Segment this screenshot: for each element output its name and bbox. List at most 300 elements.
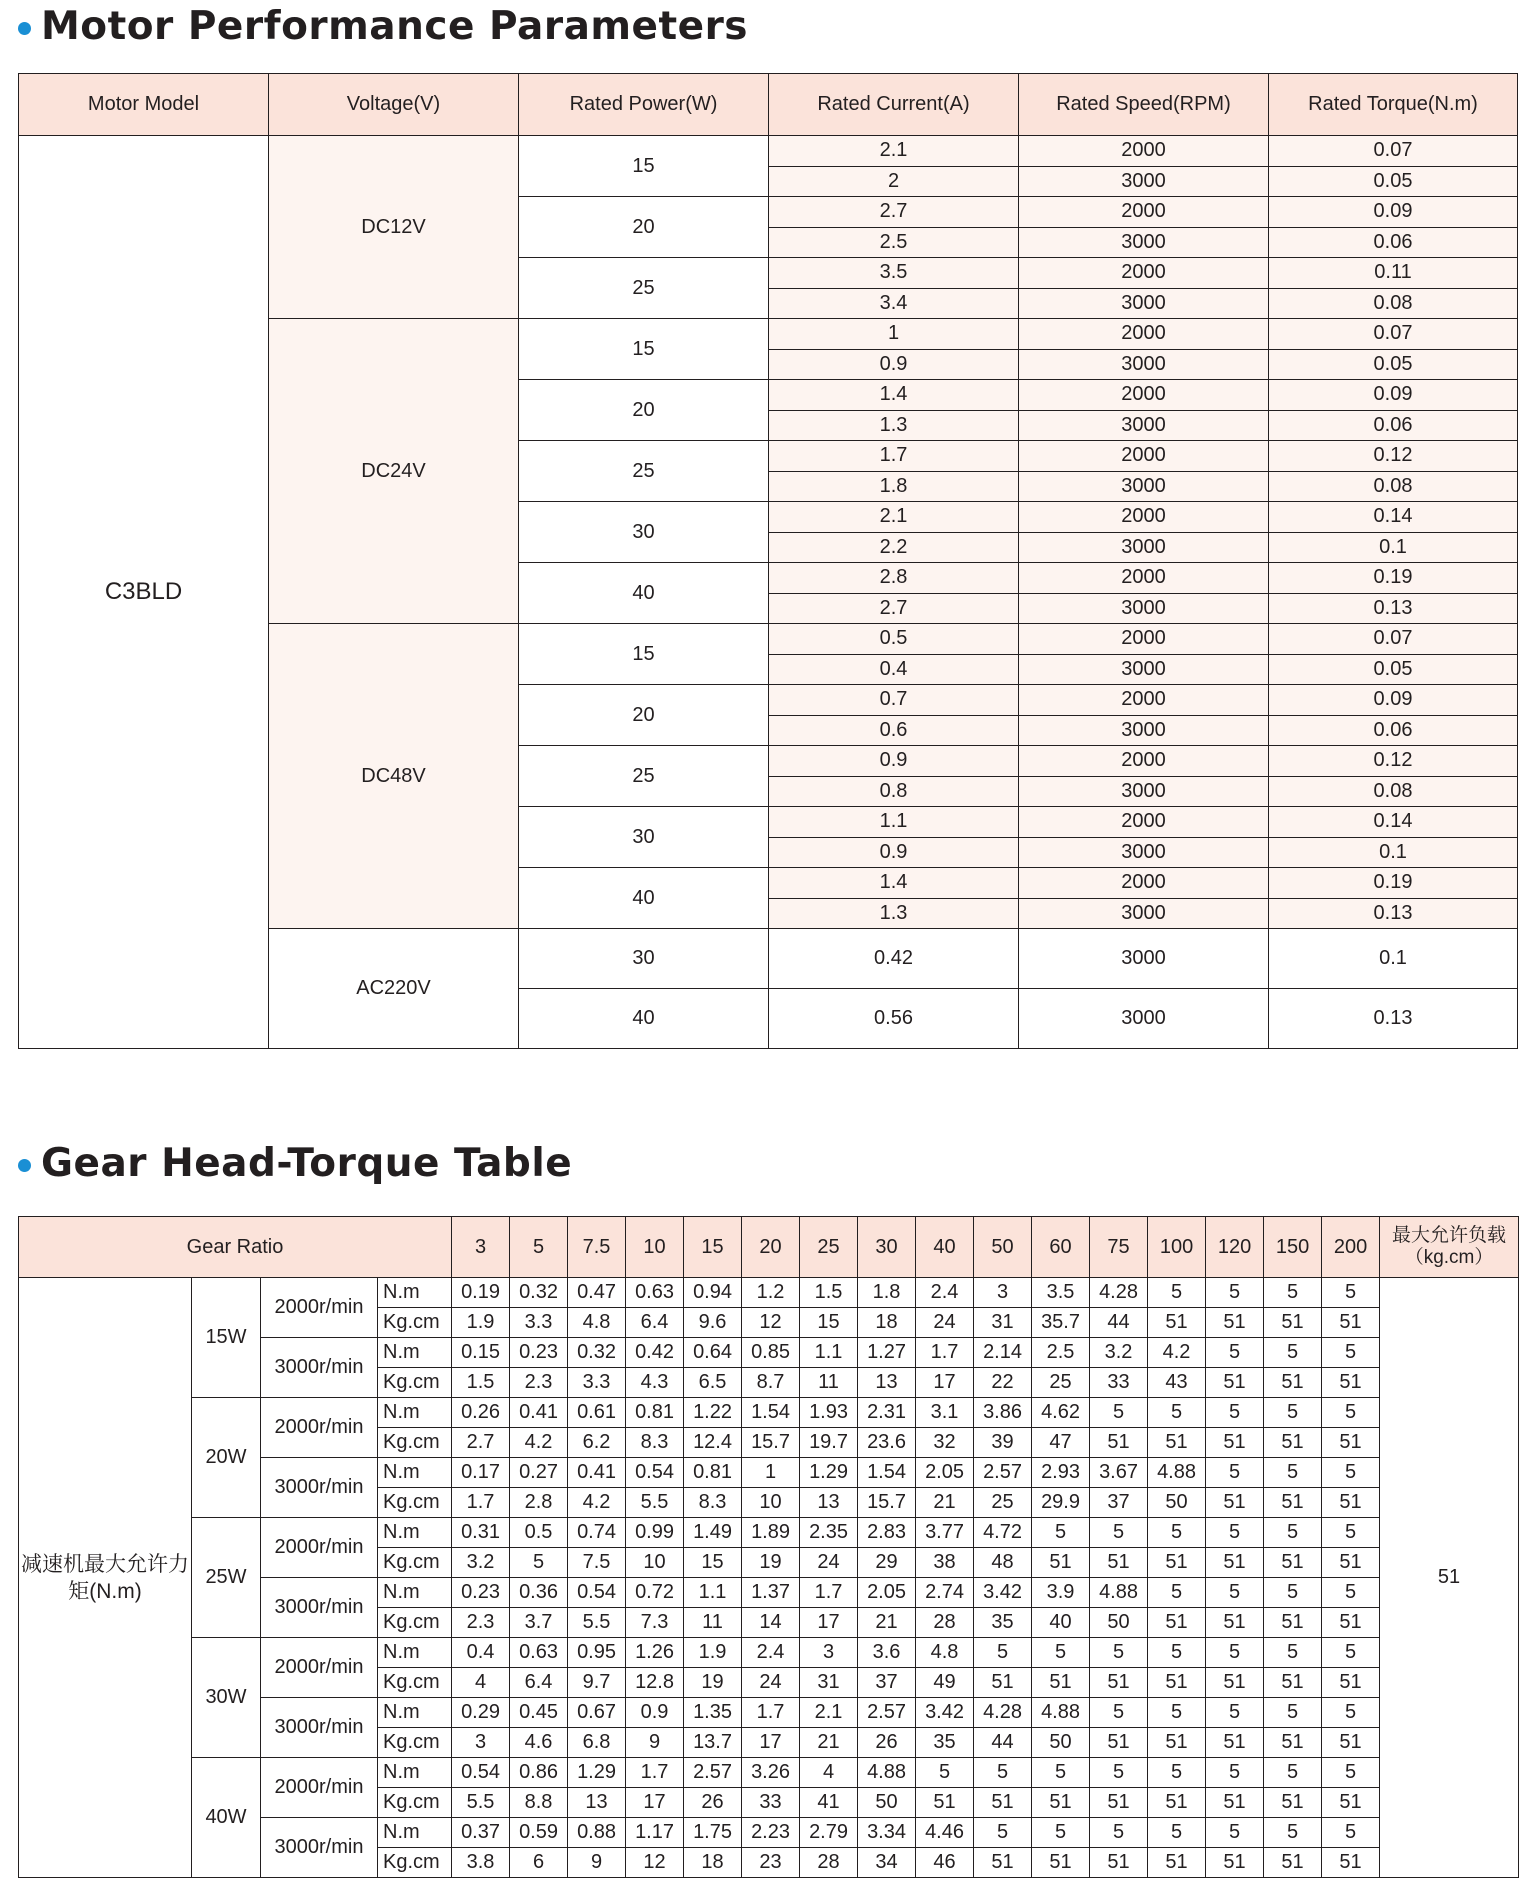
torque-value-cell: 51 [1264,1728,1322,1758]
torque-value-cell: 5 [1148,1578,1206,1608]
header-cell: Rated Speed(RPM) [1019,74,1269,136]
voltage-cell: DC24V [269,319,519,624]
gear-ratio-value: 120 [1206,1217,1264,1278]
max-load-value: 51 [1380,1278,1519,1878]
torque-value-cell: 5 [1322,1818,1380,1848]
torque-value-cell: 1.7 [742,1698,800,1728]
torque-value-cell: 5 [1090,1398,1148,1428]
torque-value-cell: 0.15 [452,1338,510,1368]
unit-cell: Kg.cm [378,1488,452,1518]
rated-torque-cell: 0.09 [1269,685,1518,716]
gear-ratio-value: 10 [626,1217,684,1278]
torque-value-cell: 51 [1264,1848,1322,1878]
torque-value-cell: 0.88 [568,1818,626,1848]
unit-cell: Kg.cm [378,1728,452,1758]
torque-value-cell: 10 [626,1548,684,1578]
rated-speed-cell: 2000 [1019,197,1269,228]
max-torque-label: 减速机最大允许力矩(N.m) [19,1278,192,1878]
torque-value-cell: 1.2 [742,1278,800,1308]
torque-value-cell: 1.5 [452,1368,510,1398]
voltage-cell: AC220V [269,929,519,1049]
torque-value-cell: 50 [858,1788,916,1818]
unit-cell: N.m [378,1818,452,1848]
torque-value-cell: 13 [858,1368,916,1398]
torque-value-cell: 10 [742,1488,800,1518]
torque-value-cell: 50 [1032,1728,1090,1758]
rated-current-cell: 1.7 [769,441,1019,472]
torque-value-cell: 1.22 [684,1398,742,1428]
torque-value-cell: 3.42 [974,1578,1032,1608]
torque-value-cell: 5 [1264,1578,1322,1608]
torque-value-cell: 0.72 [626,1578,684,1608]
torque-value-cell: 1.37 [742,1578,800,1608]
header-row [19,74,1518,136]
rated-torque-cell: 0.06 [1269,227,1518,258]
speed-cell: 3000r/min [261,1818,378,1878]
torque-value-cell: 0.85 [742,1338,800,1368]
torque-value-cell: 4.6 [510,1728,568,1758]
gear-ratio-value: 40 [916,1217,974,1278]
rated-speed-cell: 3000 [1019,837,1269,868]
torque-value-cell: 5 [1090,1638,1148,1668]
torque-value-cell: 2.4 [916,1278,974,1308]
torque-value-cell: 51 [1148,1848,1206,1878]
rated-current-cell: 2.5 [769,227,1019,258]
rated-torque-cell: 0.05 [1269,166,1518,197]
speed-cell: 2000r/min [261,1758,378,1818]
torque-value-cell: 51 [1148,1428,1206,1458]
torque-value-cell: 5 [974,1758,1032,1788]
torque-value-cell: 0.61 [568,1398,626,1428]
rated-power-cell: 40 [519,563,769,624]
torque-value-cell: 0.47 [568,1278,626,1308]
torque-value-cell: 17 [626,1788,684,1818]
torque-value-cell: 35.7 [1032,1308,1090,1338]
torque-value-cell: 51 [1090,1788,1148,1818]
torque-value-cell: 17 [800,1608,858,1638]
rated-speed-cell: 3000 [1019,349,1269,380]
torque-value-cell: 44 [1090,1308,1148,1338]
header-cell: Motor Model [19,74,269,136]
torque-value-cell: 33 [742,1788,800,1818]
torque-value-cell: 51 [1322,1848,1380,1878]
rated-current-cell: 0.5 [769,624,1019,655]
torque-value-cell: 51 [1206,1428,1264,1458]
torque-value-cell: 5 [1322,1758,1380,1788]
torque-value-cell: 12 [626,1848,684,1878]
torque-value-cell: 28 [916,1608,974,1638]
torque-value-cell: 37 [1090,1488,1148,1518]
torque-value-cell: 4.28 [1090,1278,1148,1308]
rated-torque-cell: 0.06 [1269,410,1518,441]
torque-value-cell: 25 [1032,1368,1090,1398]
rated-current-cell: 0.9 [769,837,1019,868]
torque-value-cell: 5 [1090,1518,1148,1548]
torque-value-cell: 4.28 [974,1698,1032,1728]
torque-value-cell: 0.41 [510,1398,568,1428]
torque-value-cell: 18 [684,1848,742,1878]
unit-cell: Kg.cm [378,1668,452,1698]
unit-cell: N.m [378,1638,452,1668]
unit-cell: Kg.cm [378,1608,452,1638]
rated-torque-cell: 0.13 [1269,898,1518,929]
torque-value-cell: 50 [1090,1608,1148,1638]
torque-value-cell: 5 [1206,1398,1264,1428]
motor-power-cell: 15W [192,1278,261,1398]
rated-torque-cell: 0.12 [1269,746,1518,777]
motor-model-cell: C3BLD [19,136,269,1049]
torque-value-cell: 3.6 [858,1638,916,1668]
torque-value-cell: 1.7 [452,1488,510,1518]
gear-ratio-value: 30 [858,1217,916,1278]
torque-value-cell: 0.9 [626,1698,684,1728]
torque-value-cell: 5 [1032,1758,1090,1788]
torque-value-cell: 1.17 [626,1818,684,1848]
gear-ratio-value: 150 [1264,1217,1322,1278]
torque-value-cell: 50 [1148,1488,1206,1518]
torque-value-cell: 13.7 [684,1728,742,1758]
torque-value-cell: 1.7 [626,1758,684,1788]
torque-value-cell: 5 [1090,1818,1148,1848]
rated-torque-cell: 0.1 [1269,837,1518,868]
torque-value-cell: 0.64 [684,1338,742,1368]
torque-value-cell: 1.54 [742,1398,800,1428]
rated-torque-cell: 0.07 [1269,319,1518,350]
torque-value-cell: 9.6 [684,1308,742,1338]
unit-cell: N.m [378,1578,452,1608]
gear-ratio-value: 100 [1148,1217,1206,1278]
torque-value-cell: 0.23 [452,1578,510,1608]
torque-value-cell: 5 [1322,1458,1380,1488]
torque-value-cell: 21 [916,1488,974,1518]
torque-value-cell: 21 [800,1728,858,1758]
table-row [19,1518,1519,1548]
torque-value-cell: 1.1 [684,1578,742,1608]
unit-cell: Kg.cm [378,1308,452,1338]
torque-value-cell: 51 [1264,1608,1322,1638]
torque-value-cell: 0.67 [568,1698,626,1728]
torque-value-cell: 5 [1090,1758,1148,1788]
speed-cell: 3000r/min [261,1338,378,1398]
torque-value-cell: 39 [974,1428,1032,1458]
torque-value-cell: 5 [1264,1518,1322,1548]
torque-value-cell: 2.57 [684,1758,742,1788]
torque-value-cell: 0.95 [568,1638,626,1668]
torque-value-cell: 51 [1322,1428,1380,1458]
torque-value-cell: 51 [1264,1548,1322,1578]
rated-current-cell: 0.9 [769,349,1019,380]
torque-value-cell: 1.7 [916,1338,974,1368]
rated-power-cell: 25 [519,441,769,502]
torque-value-cell: 1.49 [684,1518,742,1548]
torque-value-cell: 51 [1264,1308,1322,1338]
rated-power-cell: 15 [519,136,769,197]
unit-cell: N.m [378,1758,452,1788]
torque-value-cell: 1.29 [568,1758,626,1788]
torque-value-cell: 6.4 [510,1668,568,1698]
torque-value-cell: 5 [1322,1278,1380,1308]
unit-cell: N.m [378,1698,452,1728]
torque-value-cell: 1.35 [684,1698,742,1728]
torque-value-cell: 48 [974,1548,1032,1578]
motor-power-cell: 40W [192,1758,261,1878]
torque-value-cell: 4.2 [1148,1338,1206,1368]
rated-current-cell: 0.7 [769,685,1019,716]
rated-current-cell: 1.8 [769,471,1019,502]
motor-power-cell: 30W [192,1638,261,1758]
torque-value-cell: 0.41 [568,1458,626,1488]
torque-value-cell: 0.54 [568,1578,626,1608]
motor-performance-table [18,73,1518,1049]
torque-value-cell: 1.26 [626,1638,684,1668]
torque-value-cell: 3.7 [510,1608,568,1638]
torque-value-cell: 4.72 [974,1518,1032,1548]
torque-value-cell: 0.54 [452,1758,510,1788]
torque-value-cell: 5 [1148,1278,1206,1308]
torque-value-cell: 5 [1264,1278,1322,1308]
rated-torque-cell: 0.14 [1269,502,1518,533]
rated-speed-cell: 2000 [1019,685,1269,716]
torque-value-cell: 4.88 [1032,1698,1090,1728]
torque-value-cell: 0.54 [626,1458,684,1488]
rated-speed-cell: 3000 [1019,288,1269,319]
torque-value-cell: 5 [916,1758,974,1788]
torque-value-cell: 19 [684,1668,742,1698]
torque-value-cell: 51 [1322,1608,1380,1638]
table-row [19,1758,1519,1788]
torque-value-cell: 7.3 [626,1608,684,1638]
torque-value-cell: 6.8 [568,1728,626,1758]
torque-value-cell: 5 [1206,1338,1264,1368]
gear-ratio-value: 200 [1322,1217,1380,1278]
torque-value-cell: 7.5 [568,1548,626,1578]
rated-torque-cell: 0.19 [1269,868,1518,899]
torque-value-cell: 8.7 [742,1368,800,1398]
gear-head-torque-table [18,1216,1519,1878]
torque-value-cell: 5 [1206,1638,1264,1668]
torque-value-cell: 5 [1206,1458,1264,1488]
rated-torque-cell: 0.19 [1269,563,1518,594]
torque-value-cell: 5 [974,1638,1032,1668]
torque-value-cell: 13 [568,1788,626,1818]
torque-value-cell: 15.7 [742,1428,800,1458]
gear-ratio-value: 75 [1090,1217,1148,1278]
torque-value-cell: 2.23 [742,1818,800,1848]
torque-value-cell: 51 [1206,1848,1264,1878]
torque-value-cell: 26 [684,1788,742,1818]
torque-value-cell: 44 [974,1728,1032,1758]
torque-value-cell: 6.5 [684,1368,742,1398]
torque-value-cell: 51 [974,1668,1032,1698]
torque-value-cell: 5.5 [626,1488,684,1518]
torque-value-cell: 3.42 [916,1698,974,1728]
torque-value-cell: 21 [858,1608,916,1638]
torque-value-cell: 29 [858,1548,916,1578]
torque-value-cell: 5 [510,1548,568,1578]
torque-value-cell: 12.8 [626,1668,684,1698]
rated-power-cell: 20 [519,380,769,441]
torque-value-cell: 0.36 [510,1578,568,1608]
speed-cell: 2000r/min [261,1518,378,1578]
torque-value-cell: 51 [1206,1728,1264,1758]
rated-current-cell: 1.4 [769,868,1019,899]
rated-speed-cell: 2000 [1019,563,1269,594]
torque-value-cell: 0.4 [452,1638,510,1668]
rated-speed-cell: 3000 [1019,654,1269,685]
torque-value-cell: 1.9 [684,1638,742,1668]
table-row [19,1638,1519,1668]
torque-value-cell: 4.88 [858,1758,916,1788]
torque-value-cell: 51 [1322,1308,1380,1338]
rated-current-cell: 2.1 [769,502,1019,533]
torque-value-cell: 15 [800,1308,858,1338]
torque-value-cell: 4.2 [568,1488,626,1518]
torque-value-cell: 51 [1032,1668,1090,1698]
torque-value-cell: 4.8 [916,1638,974,1668]
torque-value-cell: 0.99 [626,1518,684,1548]
torque-value-cell: 51 [1090,1668,1148,1698]
rated-torque-cell: 0.09 [1269,197,1518,228]
torque-value-cell: 8.3 [626,1428,684,1458]
torque-value-cell: 47 [1032,1428,1090,1458]
torque-value-cell: 11 [800,1368,858,1398]
rated-speed-cell: 2000 [1019,380,1269,411]
torque-value-cell: 5 [1032,1818,1090,1848]
rated-torque-cell: 0.07 [1269,624,1518,655]
torque-value-cell: 1.5 [800,1278,858,1308]
torque-value-cell: 51 [1148,1548,1206,1578]
rated-power-cell: 25 [519,746,769,807]
torque-value-cell: 2.5 [1032,1338,1090,1368]
torque-value-cell: 13 [800,1488,858,1518]
rated-speed-cell: 3000 [1019,989,1269,1049]
torque-value-cell: 51 [1148,1608,1206,1638]
torque-value-cell: 51 [1148,1728,1206,1758]
torque-value-cell: 51 [1322,1368,1380,1398]
unit-cell: Kg.cm [378,1548,452,1578]
torque-value-cell: 22 [974,1368,1032,1398]
rated-current-cell: 0.6 [769,715,1019,746]
torque-value-cell: 51 [1322,1488,1380,1518]
torque-value-cell: 51 [1206,1548,1264,1578]
torque-value-cell: 51 [1264,1368,1322,1398]
rated-current-cell: 1.3 [769,898,1019,929]
torque-value-cell: 51 [1264,1668,1322,1698]
torque-value-cell: 0.94 [684,1278,742,1308]
rated-speed-cell: 2000 [1019,502,1269,533]
speed-cell: 2000r/min [261,1398,378,1458]
voltage-cell: DC12V [269,136,519,319]
rated-current-cell: 3.4 [769,288,1019,319]
torque-value-cell: 51 [1206,1308,1264,1338]
motor-power-cell: 25W [192,1518,261,1638]
torque-value-cell: 24 [742,1668,800,1698]
rated-power-cell: 15 [519,624,769,685]
torque-value-cell: 35 [974,1608,1032,1638]
rated-power-cell: 30 [519,502,769,563]
rated-power-cell: 20 [519,685,769,746]
torque-value-cell: 0.19 [452,1278,510,1308]
torque-value-cell: 23.6 [858,1428,916,1458]
torque-value-cell: 2.83 [858,1518,916,1548]
unit-cell: N.m [378,1278,452,1308]
torque-value-cell: 5 [1032,1638,1090,1668]
torque-value-cell: 3.86 [974,1398,1032,1428]
gear-ratio-value: 25 [800,1217,858,1278]
torque-value-cell: 0.27 [510,1458,568,1488]
torque-value-cell: 51 [1090,1728,1148,1758]
torque-value-cell: 51 [1090,1848,1148,1878]
torque-value-cell: 2.74 [916,1578,974,1608]
torque-value-cell: 3.3 [568,1368,626,1398]
rated-speed-cell: 2000 [1019,624,1269,655]
torque-value-cell: 0.37 [452,1818,510,1848]
torque-value-cell: 51 [916,1788,974,1818]
gear-head-torque-title [18,1141,572,1186]
rated-torque-cell: 0.13 [1269,593,1518,624]
torque-value-cell: 3.77 [916,1518,974,1548]
unit-cell: Kg.cm [378,1848,452,1878]
gear-ratio-value: 50 [974,1217,1032,1278]
unit-cell: N.m [378,1458,452,1488]
torque-value-cell: 5 [1148,1758,1206,1788]
rated-power-cell: 15 [519,319,769,380]
torque-value-cell: 5 [974,1818,1032,1848]
rated-torque-cell: 0.09 [1269,380,1518,411]
torque-value-cell: 38 [916,1548,974,1578]
torque-value-cell: 2.4 [742,1638,800,1668]
rated-torque-cell: 0.05 [1269,349,1518,380]
torque-value-cell: 3.34 [858,1818,916,1848]
torque-value-cell: 0.32 [568,1338,626,1368]
rated-torque-cell: 0.08 [1269,288,1518,319]
torque-value-cell: 17 [742,1728,800,1758]
torque-value-cell: 12.4 [684,1428,742,1458]
rated-speed-cell: 2000 [1019,746,1269,777]
torque-value-cell: 51 [1322,1548,1380,1578]
torque-value-cell: 51 [974,1848,1032,1878]
rated-current-cell: 2 [769,166,1019,197]
torque-value-cell: 4.88 [1148,1458,1206,1488]
rated-current-cell: 0.9 [769,746,1019,777]
torque-value-cell: 32 [916,1428,974,1458]
rated-torque-cell: 0.05 [1269,654,1518,685]
torque-value-cell: 0.23 [510,1338,568,1368]
rated-power-cell: 30 [519,929,769,989]
torque-value-cell: 9.7 [568,1668,626,1698]
header-cell: Voltage(V) [269,74,519,136]
torque-value-cell: 9 [626,1728,684,1758]
torque-value-cell: 2.3 [452,1608,510,1638]
torque-value-cell: 2.31 [858,1398,916,1428]
speed-cell: 2000r/min [261,1638,378,1698]
speed-cell: 3000r/min [261,1458,378,1518]
torque-value-cell: 4.46 [916,1818,974,1848]
table-row [19,1278,1519,1308]
torque-value-cell: 2.7 [452,1428,510,1458]
rated-torque-cell: 0.1 [1269,532,1518,563]
gear-ratio-value: 60 [1032,1217,1090,1278]
torque-value-cell: 1.1 [800,1338,858,1368]
torque-value-cell: 1.75 [684,1818,742,1848]
rated-torque-cell: 0.08 [1269,471,1518,502]
bullet-icon [18,22,31,35]
torque-value-cell: 51 [1322,1668,1380,1698]
torque-value-cell: 0.45 [510,1698,568,1728]
torque-value-cell: 5 [1322,1398,1380,1428]
torque-value-cell: 5.5 [568,1608,626,1638]
torque-value-cell: 0.26 [452,1398,510,1428]
